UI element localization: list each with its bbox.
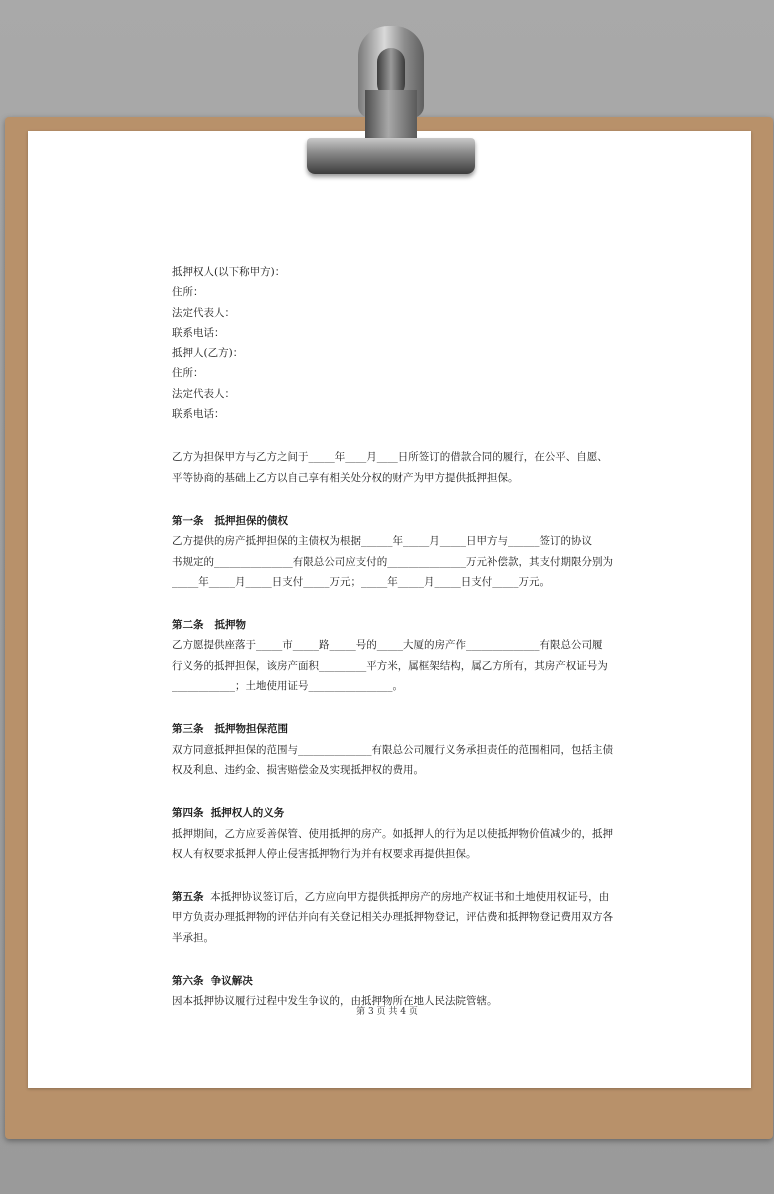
party-line: 住所：	[172, 286, 204, 299]
article-6-title: 第六条 争议解决	[172, 975, 253, 988]
article-1-title: 第一条 抵押担保的债权	[172, 514, 288, 527]
article-5-title: 第五条	[172, 891, 204, 904]
article-2-title: 第二条 抵押物	[172, 619, 246, 632]
party-line: 抵押权人(以下称甲方)：	[172, 266, 286, 278]
article-1-line: 乙方提供的房产抵押担保的主债权为根据______年_____月_____日甲方与______签订的协议	[172, 535, 592, 548]
party-line: 法定代表人：	[172, 387, 235, 400]
party-line: 住所：	[172, 367, 204, 380]
page-number: 第 3 页 共 4 页	[356, 1007, 418, 1017]
article-4-line: 权人有权要求抵押人停止侵害抵押物行为并有权要求再提供担保。	[172, 847, 477, 860]
article-2-line: 乙方愿提供座落于_____市_____路_____号的_____大厦的房产作______________有限总公司履	[172, 639, 603, 652]
article-5-line: 半承担。	[172, 931, 214, 944]
article-5-first-text: 本抵押协议签订后，乙方应向甲方提供抵押房产的房地产权证书和土地使用权证号，由	[203, 891, 610, 904]
article-4-title: 第四条 抵押权人的义务	[172, 807, 285, 820]
article-6-line: 因本抵押协议履行过程中发生争议的，由抵押物所在地人民法院管辖。	[172, 995, 498, 1008]
article-3-line: 双方同意抵押担保的范围与______________有限总公司履行义务承担责任的范围相同，包括主债	[172, 743, 613, 756]
parties-block	[172, 262, 608, 424]
article-5-first-line	[172, 887, 608, 907]
contract-text	[172, 262, 613, 1012]
article-5-line: 甲方负责办理抵押物的评估并向有关登记相关办理抵押物登记，评估费和抵押物登记费用双方各	[172, 911, 613, 924]
party-line: 联系电话：	[172, 408, 225, 421]
article-1-line: _____年_____月_____日支付_____万元；_____年_____月_____日支付_____万元。	[172, 575, 550, 588]
intro-line: 乙方为担保甲方与乙方之间于_____年____月____日所签订的借款合同的履行，在公平、自愿、	[172, 451, 608, 464]
party-line: 法定代表人：	[172, 306, 235, 319]
article-2-line: ____________；土地使用证号________________。	[172, 680, 403, 693]
clip-plate	[307, 138, 475, 174]
article-1-line: 书规定的_______________有限总公司应支付的_______________万元补偿款，其支付期限分别为	[172, 555, 613, 568]
article-2-line: 行义务的抵押担保，该房产面积_________平方米，属框架结构，属乙方所有，其房产权证号为	[172, 659, 608, 672]
intro-line: 平等协商的基础上乙方以自己享有相关处分权的财产为甲方提供抵押担保。	[172, 471, 519, 484]
article-3-title: 第三条 抵押物担保范围	[172, 723, 288, 736]
article-4-line: 抵押期间，乙方应妥善保管、使用抵押的房产。如抵押人的行为足以使抵押物价值减少的，抵押	[172, 827, 613, 840]
article-3-line: 权及利息、违约金、损害赔偿金及实现抵押权的费用。	[172, 763, 424, 776]
party-line: 抵押人(乙方)：	[172, 347, 244, 360]
clip-neck	[365, 90, 417, 140]
party-line: 联系电话：	[172, 326, 225, 339]
binder-clip-icon	[305, 26, 477, 176]
